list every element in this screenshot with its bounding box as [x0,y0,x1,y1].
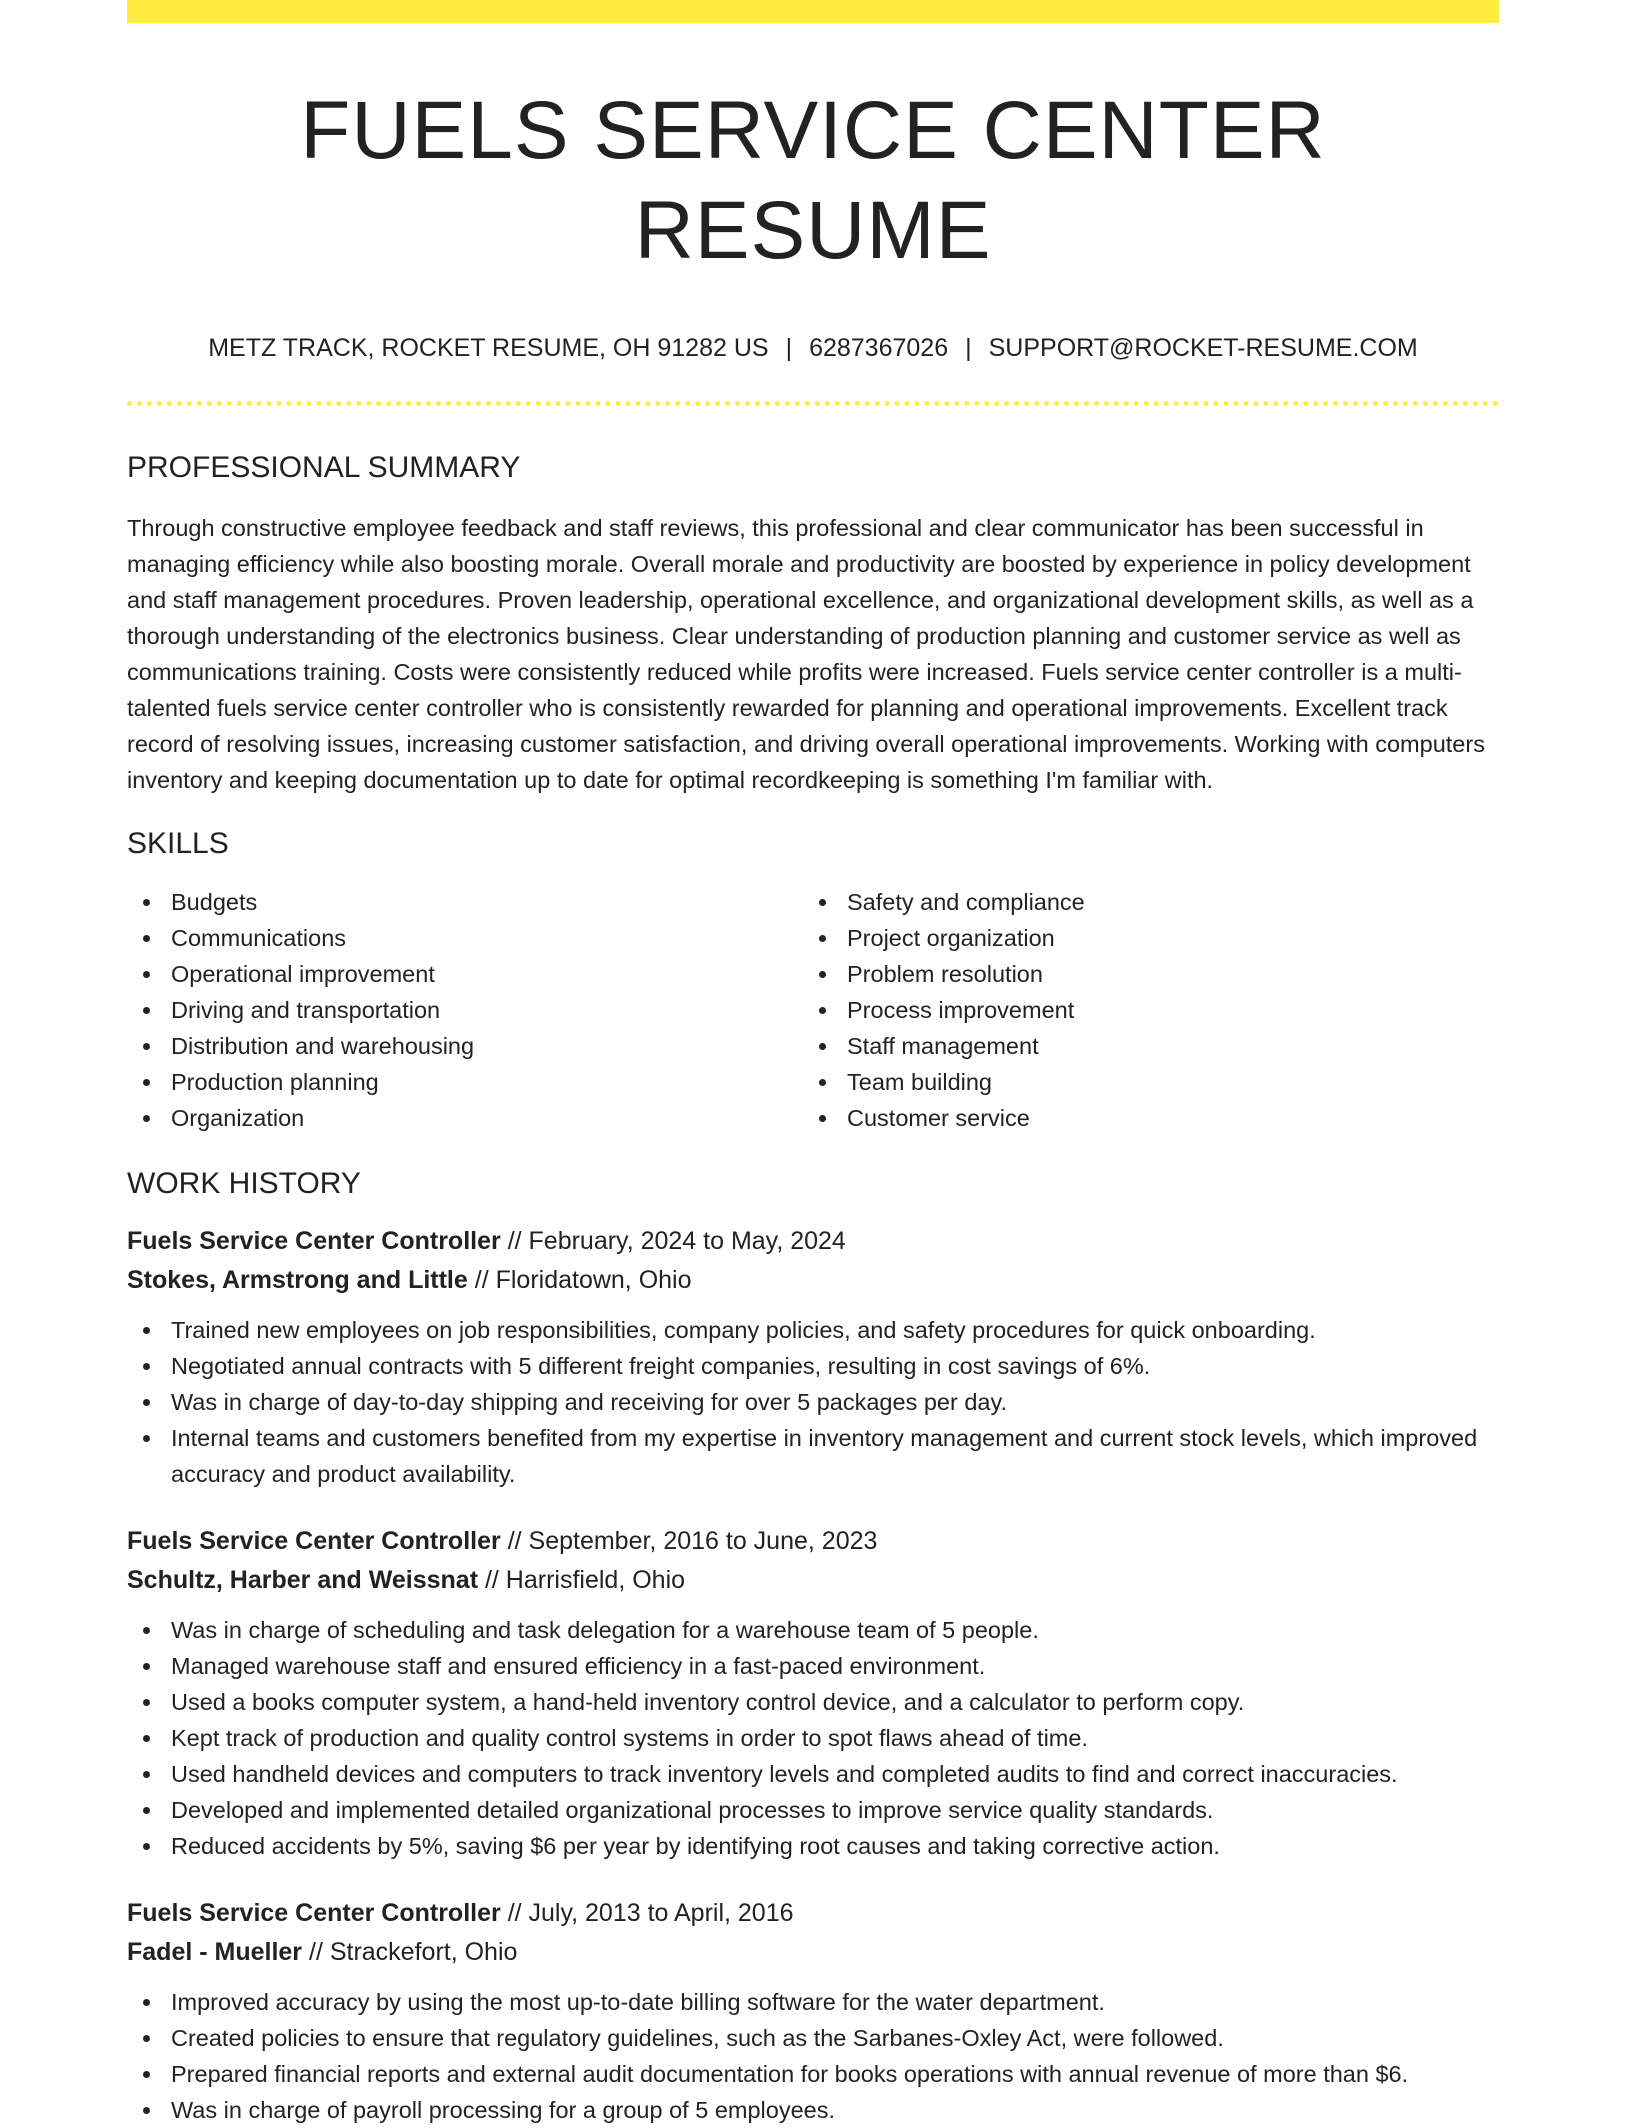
job-bullets [127,1612,1499,1864]
job-bullet: Managed warehouse staff and ensured efficiency in a fast-paced environment. [127,1648,1499,1684]
job-role: Fuels Service Center Controller [127,1227,501,1255]
job-bullet: Reduced accidents by 5%, saving $6 per year by identifying root causes and taking corrective action. [127,1828,1499,1864]
job-bullet: Was in charge of payroll processing for a group of 5 employees. [127,2092,1499,2128]
job-bullet: Negotiated annual contracts with 5 different freight companies, resulting in cost savings of 6%. [127,1348,1499,1384]
contact-phone: 6287367026 [809,334,949,362]
skill-item: Problem resolution [803,956,1479,992]
skill-item: Organization [127,1100,803,1136]
skill-item: Project organization [803,920,1479,956]
dotted-divider [127,401,1499,406]
job-company: Schultz, Harber and Weissnat [127,1566,479,1594]
job-company-line [127,1933,1499,1972]
skill-item: Customer service [803,1100,1479,1136]
job-bullets [127,1984,1499,2128]
skill-item: Production planning [127,1064,803,1100]
job-bullet: Internal teams and customers benefited from my expertise in inventory management and current stock levels, which improved accuracy and product availability. [127,1420,1499,1492]
skills-heading: SKILLS [127,827,229,860]
job-bullet: Created policies to ensure that regulatory guidelines, such as the Sarbanes-Oxley Act, were followed. [127,2020,1499,2056]
skill-item: Process improvement [803,992,1479,1028]
job-entry [127,1222,1499,1492]
job-bullet: Kept track of production and quality control systems in order to spot flaws ahead of time. [127,1720,1499,1756]
job-bullet: Prepared financial reports and external audit documentation for books operations with annual revenue of more than $6. [127,2056,1499,2092]
contact-email: SUPPORT@ROCKET-RESUME.COM [988,334,1418,362]
job-company: Stokes, Armstrong and Little [127,1266,468,1294]
skill-item: Communications [127,920,803,956]
resume-page [127,0,1499,2128]
job-company-line [127,1561,1499,1600]
job-bullet: Was in charge of day-to-day shipping and receiving for over 5 packages per day. [127,1384,1499,1420]
job-entry [127,1894,1499,2128]
skill-item: Operational improvement [127,956,803,992]
job-role: Fuels Service Center Controller [127,1899,501,1927]
job-bullet: Used a books computer system, a hand-held inventory control device, and a calculator to perform copy. [127,1684,1499,1720]
job-role-line [127,1522,1499,1561]
job-role-line [127,1222,1499,1261]
resume-title: FUELS SERVICE CENTER RESUME [300,85,1326,276]
top-accent-bar [127,0,1499,23]
job-company-line [127,1261,1499,1300]
skill-item: Driving and transportation [127,992,803,1028]
job-location: // Harrisfield, Ohio [484,1566,686,1594]
skill-item: Staff management [803,1028,1479,1064]
skills-grid [127,884,1499,1136]
skill-item: Distribution and warehousing [127,1028,803,1064]
summary-heading: PROFESSIONAL SUMMARY [127,451,521,484]
job-bullets [127,1312,1499,1492]
job-location: // Floridatown, Ohio [474,1266,692,1294]
job-dates: // February, 2024 to May, 2024 [507,1227,846,1255]
work-history-heading: WORK HISTORY [127,1167,361,1200]
job-bullet: Trained new employees on job responsibilities, company policies, and safety procedures for quick onboarding. [127,1312,1499,1348]
job-bullet: Improved accuracy by using the most up-to-date billing software for the water department. [127,1984,1499,2020]
skill-item: Safety and compliance [803,884,1479,920]
job-dates: // September, 2016 to June, 2023 [507,1527,878,1555]
contact-separator: | [785,334,793,362]
skills-right-column [803,884,1479,1136]
job-entry [127,1522,1499,1864]
job-bullet: Used handheld devices and computers to track inventory levels and completed audits to find and correct inaccuracies. [127,1756,1499,1792]
skills-left-column [127,884,803,1136]
job-company: Fadel - Mueller [127,1938,303,1966]
job-bullet: Was in charge of scheduling and task delegation for a warehouse team of 5 people. [127,1612,1499,1648]
job-dates: // July, 2013 to April, 2016 [507,1899,794,1927]
skill-item: Budgets [127,884,803,920]
summary-paragraph: Through constructive employee feedback and staff reviews, this professional and clear communicator has been successful in managing efficiency while also boosting morale. Overall morale and productivity are boosted by experience in policy development and staff management procedures. Proven leadership, operational excellence, and organizational development skills, as well as a thorough understanding of the electronics business. Clear understanding of production planning and customer service as well as communications training. Costs were consistently reduced while profits were increased. Fuels service center controller is a multi-talented fuels service center controller who is consistently rewarded for planning and operational improvements. Excellent track record of resolving issues, increasing customer satisfaction, and driving overall operational improvements. Working with computers inventory and keeping documentation up to date for optimal recordkeeping is something I'm familiar with. [127,515,1485,793]
contact-separator: | [965,334,972,362]
job-role-line [127,1894,1499,1933]
job-bullet: Developed and implemented detailed organizational processes to improve service quality standards. [127,1792,1499,1828]
job-role: Fuels Service Center Controller [127,1527,501,1555]
contact-address: METZ TRACK, ROCKET RESUME, OH 91282 US [208,334,769,362]
skill-item: Team building [803,1064,1479,1100]
job-location: // Strackefort, Ohio [309,1938,518,1966]
contact-line [127,333,1499,363]
